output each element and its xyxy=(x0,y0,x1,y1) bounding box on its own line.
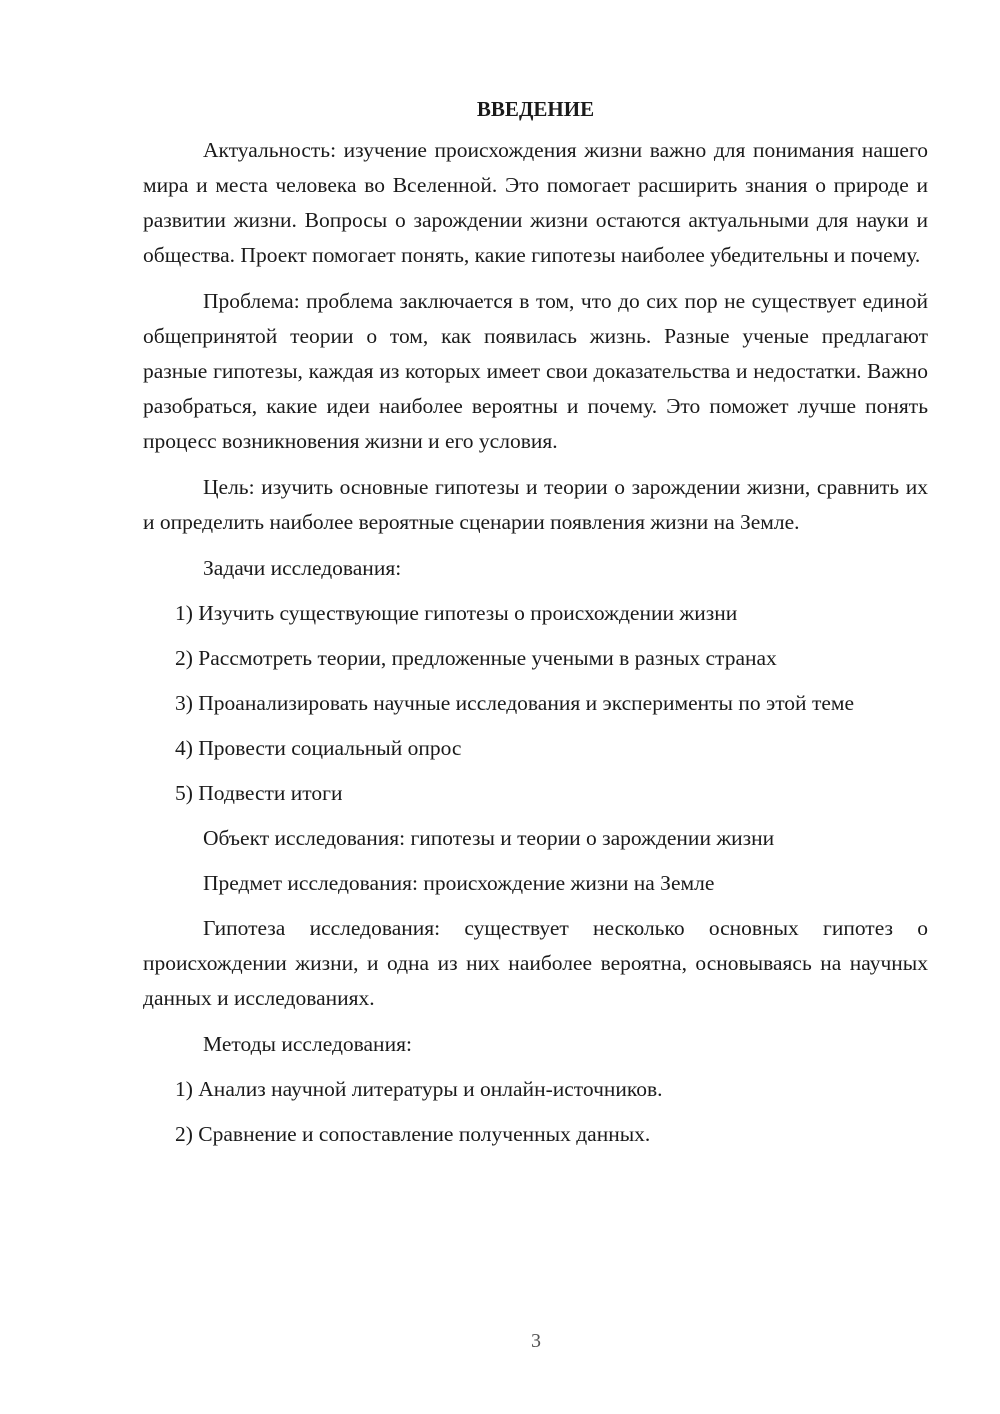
document-page xyxy=(143,92,928,1162)
goal-paragraph: Цель: изучить основные гипотезы и теории о зарождении жизни, сравнить их и определить наиболее вероятные сценарии появления жизни на Земле. xyxy=(143,475,928,534)
tasks-heading: Задачи исследования: xyxy=(203,556,402,580)
relevance-paragraph: Актуальность: изучение происхождения жизни важно для понимания нашего мира и места человека во Вселенной. Это помогает расширить знания о природе и развитии жизни. Вопросы о зарождении жизни остаются актуальными для науки и общества. Проект помогает понять, какие гипотезы наиболее убедительны и почему. xyxy=(143,138,928,267)
object-paragraph: Объект исследования: гипотезы и теории о зарождении жизни xyxy=(203,826,775,850)
methods-heading: Методы исследования: xyxy=(203,1032,412,1056)
hypothesis-paragraph: Гипотеза исследования: существует несколько основных гипотез о происхождении жизни, и одна из них наиболее вероятна, основываясь на научных данных и исследованиях. xyxy=(143,916,928,1010)
method-item-2: 2) Сравнение и сопоставление полученных данных. xyxy=(175,1122,651,1146)
task-item-4: 4) Провести социальный опрос xyxy=(175,736,462,760)
task-item-5: 5) Подвести итоги xyxy=(175,781,343,805)
page-title: ВВЕДЕНИЕ xyxy=(476,97,595,121)
task-item-2: 2) Рассмотреть теории, предложенные учеными в разных странах xyxy=(175,646,777,670)
task-item-3: 3) Проанализировать научные исследования и эксперименты по этой теме xyxy=(175,691,855,715)
problem-paragraph: Проблема: проблема заключается в том, что до сих пор не существует единой общепринятой теории о том, как появилась жизнь. Разные ученые предлагают разные гипотезы, каждая из которых имеет свои доказательства и недостатки. Важно разобраться, какие идеи наиболее вероятны и почему. Это поможет лучше понять процесс возникновения жизни и его условия. xyxy=(143,289,928,453)
page-number: 3 xyxy=(531,1330,541,1352)
task-item-1: 1) Изучить существующие гипотезы о происхождении жизни xyxy=(175,601,738,625)
method-item-1: 1) Анализ научной литературы и онлайн-источников. xyxy=(175,1077,663,1101)
subject-paragraph: Предмет исследования: происхождение жизни на Земле xyxy=(203,871,715,895)
